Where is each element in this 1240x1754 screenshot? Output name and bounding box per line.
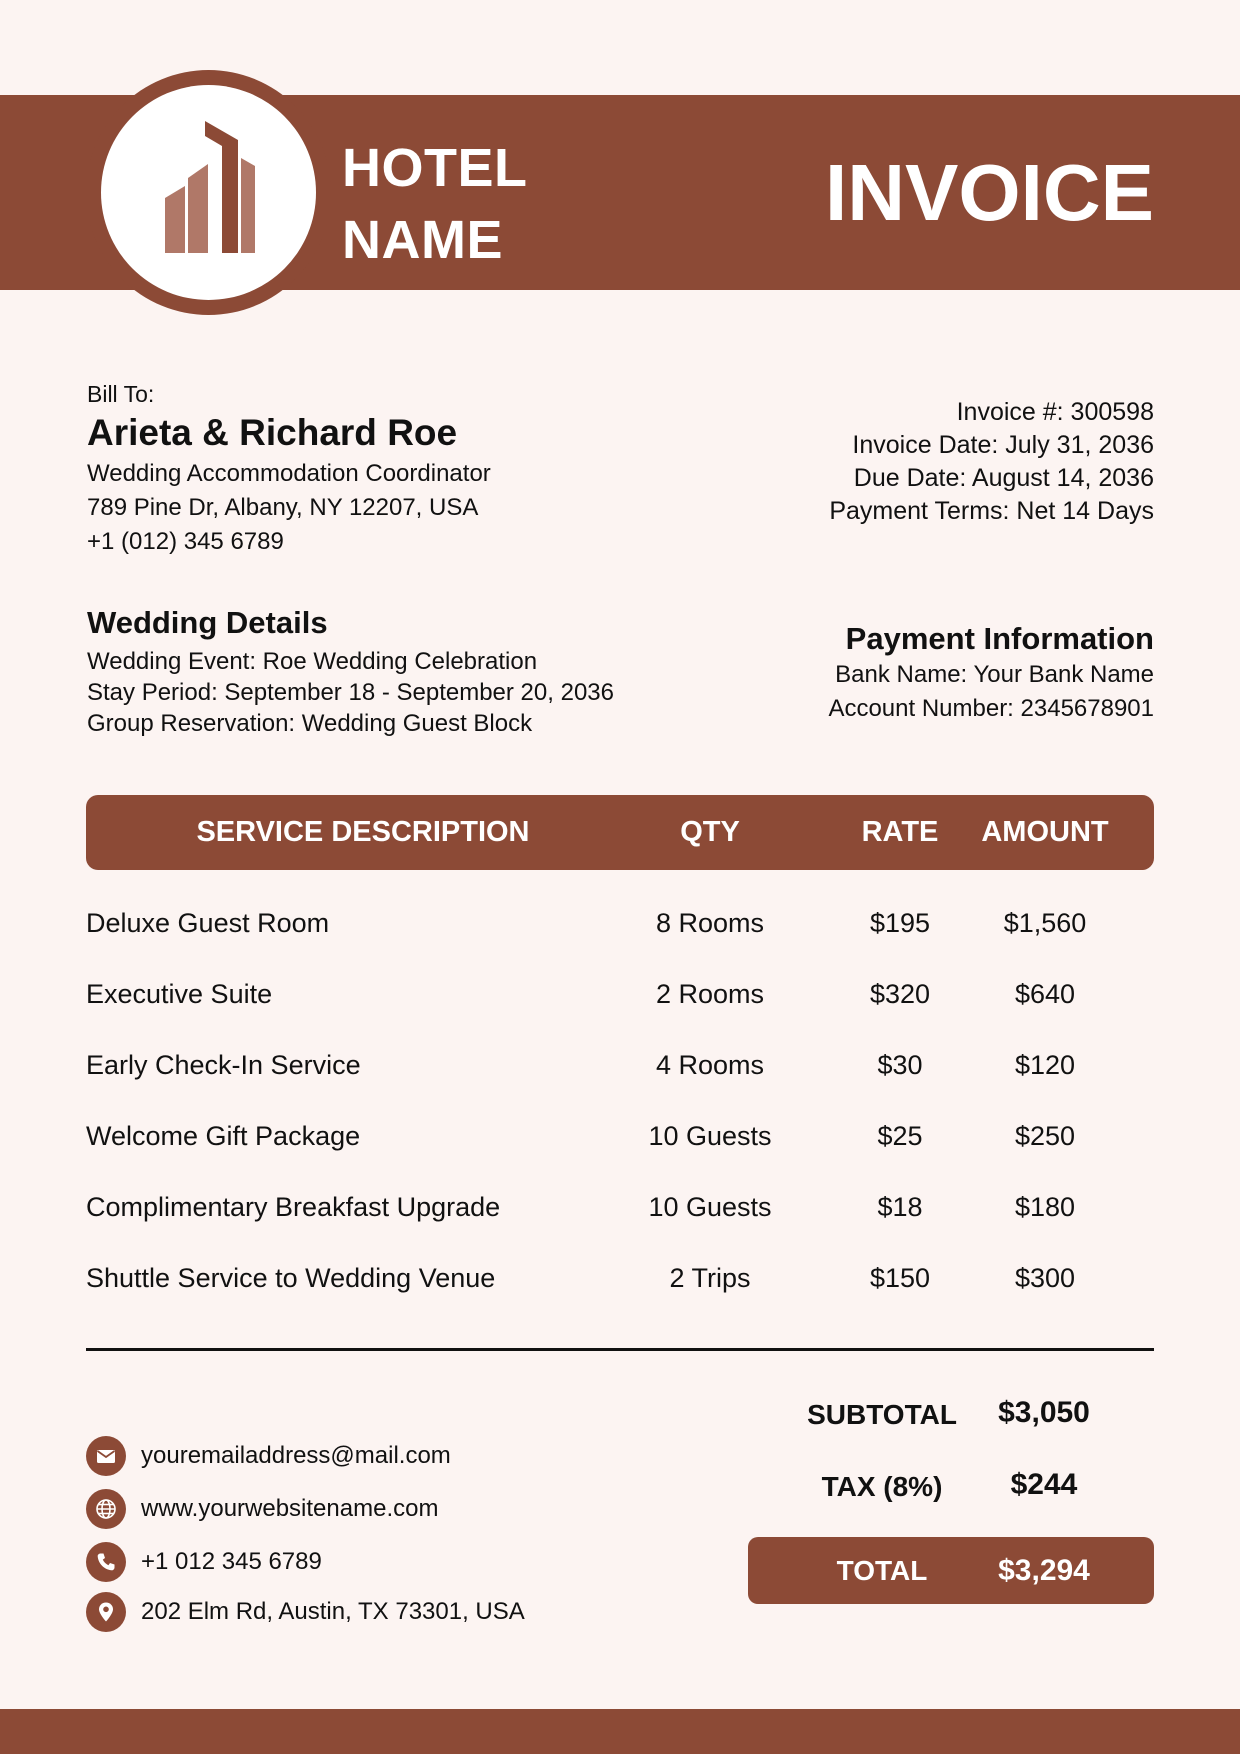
row-rate: $195 [869,908,931,938]
contact-website-text: www.yourwebsitename.com [141,1495,439,1522]
group-reservation: Group Reservation: Wedding Guest Block [87,710,533,737]
row-description: Executive Suite [86,979,273,1009]
contact-address-text: 202 Elm Rd, Austin, TX 73301, USA [141,1598,525,1625]
stay-period: Stay Period: September 18 - September 20, 2036 [87,679,614,706]
table-row [86,1030,1154,1101]
row-description: Complimentary Breakfast Upgrade [86,1192,501,1222]
tax-value: $244 [1010,1468,1078,1501]
table-divider [86,1348,1154,1351]
row-qty: 2 Rooms [655,979,765,1009]
row-amount: $250 [1014,1121,1076,1151]
column-header-description: SERVICE DESCRIPTION [196,816,530,848]
payment-info [828,658,1154,726]
subtotal-label: SUBTOTAL [807,1399,957,1430]
client-address: 789 Pine Dr, Albany, NY 12207, USA [87,494,479,521]
row-amount: $1,560 [1003,908,1087,938]
row-amount: $180 [1014,1192,1076,1222]
table-header [86,795,1154,870]
row-description: Early Check-In Service [86,1050,361,1080]
wedding-event: Wedding Event: Roe Wedding Celebration [87,648,538,675]
payment-terms: Payment Terms: Net 14 Days [829,497,1154,525]
row-description: Deluxe Guest Room [86,908,330,938]
email-icon [86,1436,126,1476]
contact-email-text: youremailaddress@mail.com [141,1442,451,1469]
row-amount: $300 [1014,1263,1076,1293]
wedding-details [87,646,614,739]
row-rate: $25 [877,1121,923,1151]
phone-icon [86,1542,126,1582]
row-rate: $30 [877,1050,923,1080]
row-qty: 10 Guests [648,1192,772,1222]
table-row [86,1243,1154,1314]
payment-info-heading: Payment Information [845,621,1154,656]
row-qty: 10 Guests [648,1121,772,1151]
invoice-number: Invoice #: 300598 [956,398,1154,426]
invoice-meta [829,396,1154,528]
row-rate: $150 [869,1263,931,1293]
table-row [86,888,1154,959]
location-pin-icon [86,1592,126,1632]
footer-band [0,1709,1240,1754]
invoice-date: Invoice Date: July 31, 2036 [852,431,1154,459]
row-qty: 8 Rooms [655,908,765,938]
client-details [87,457,491,559]
tax-label: TAX (8%) [821,1471,943,1502]
total-value: $3,294 [998,1554,1090,1587]
building-icon [165,118,260,258]
total-box [748,1537,1154,1604]
total-label: TOTAL [836,1555,928,1586]
bill-to-label: Bill To: [87,381,155,407]
client-name: Arieta & Richard Roe [87,412,458,453]
column-header-amount: AMOUNT [981,816,1109,848]
table-row [86,1172,1154,1243]
wedding-details-heading: Wedding Details [87,605,328,640]
table-row [86,1101,1154,1172]
row-rate: $18 [877,1192,923,1222]
row-amount: $120 [1014,1050,1076,1080]
account-number: Account Number: 2345678901 [828,695,1154,722]
table-row [86,959,1154,1030]
row-description: Shuttle Service to Wedding Venue [86,1263,496,1293]
client-role: Wedding Accommodation Coordinator [87,460,491,487]
contact-phone-text: +1 012 345 6789 [141,1548,322,1575]
due-date: Due Date: August 14, 2036 [853,464,1154,492]
row-amount: $640 [1014,979,1076,1009]
row-qty: 4 Rooms [655,1050,765,1080]
hotel-name-line1: HOTEL [342,138,528,198]
column-header-rate: RATE [861,816,939,848]
bank-name: Bank Name: Your Bank Name [835,661,1154,688]
subtotal-value: $3,050 [998,1396,1090,1429]
row-rate: $320 [869,979,931,1009]
row-qty: 2 Trips [669,1263,751,1293]
invoice-title: INVOICE [825,148,1154,237]
hotel-name-line2: NAME [342,210,503,270]
hotel-name [342,132,602,276]
globe-icon [86,1489,126,1529]
client-phone: +1 (012) 345 6789 [87,528,284,555]
column-header-qty: QTY [680,816,740,848]
row-description: Welcome Gift Package [86,1121,361,1151]
